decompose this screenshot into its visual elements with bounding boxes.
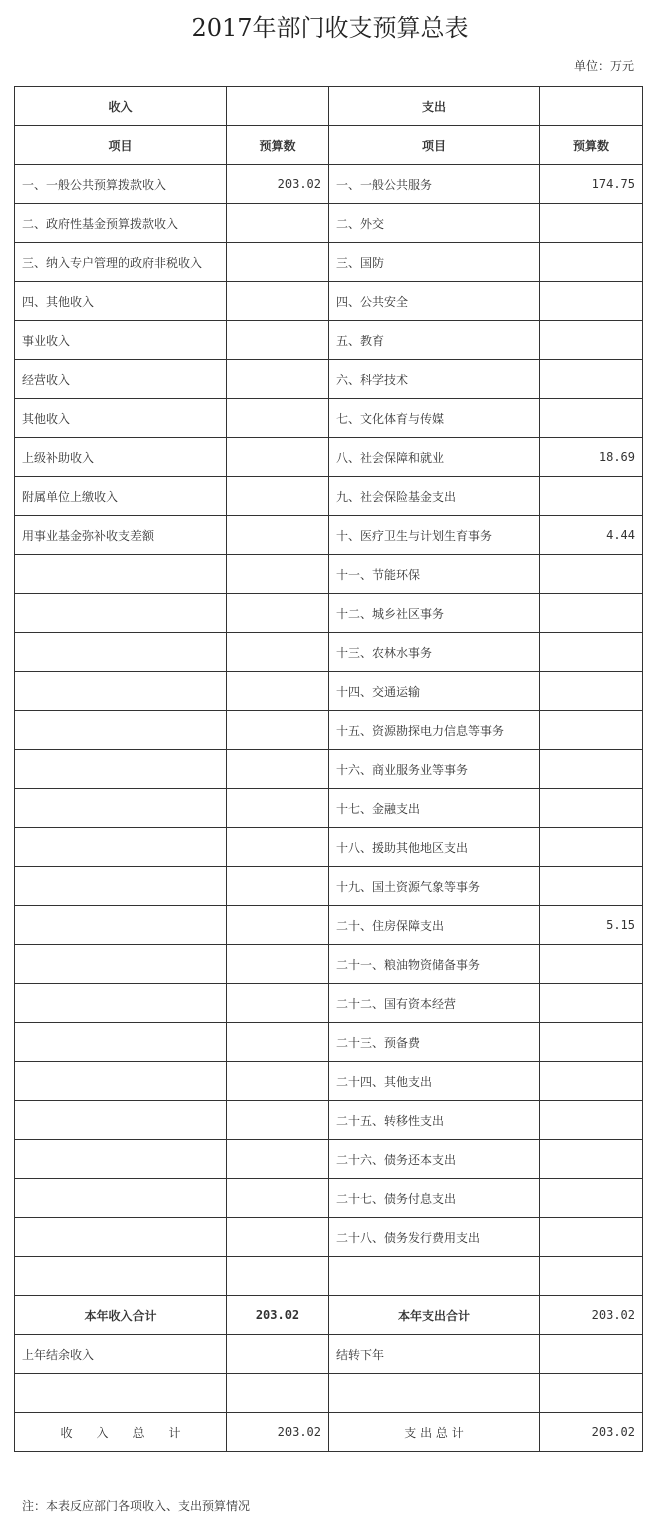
income-item <box>15 633 227 672</box>
table-row <box>15 1062 643 1101</box>
expense-budget-value <box>540 867 643 906</box>
income-budget-value <box>227 438 329 477</box>
expense-item: 十一、节能环保 <box>329 555 540 594</box>
income-budget-value <box>227 477 329 516</box>
expense-item: 十三、农林水事务 <box>329 633 540 672</box>
income-budget-value <box>227 594 329 633</box>
income-item-header: 项目 <box>15 126 227 165</box>
table-row <box>15 1257 643 1296</box>
expense-item: 二、外交 <box>329 204 540 243</box>
expense-budget-value <box>540 1257 643 1296</box>
income-item <box>15 1179 227 1218</box>
column-header-row <box>15 126 643 165</box>
table-row <box>15 321 643 360</box>
income-item: 其他收入 <box>15 399 227 438</box>
budget-table <box>14 86 643 1452</box>
empty-cell <box>540 1335 643 1374</box>
income-subtotal-value: 203.02 <box>227 1296 329 1335</box>
expense-budget-value <box>540 1179 643 1218</box>
table-row <box>15 165 643 204</box>
income-budget-value <box>227 750 329 789</box>
expense-section-header: 支出 <box>329 87 540 126</box>
expense-item-header: 项目 <box>329 126 540 165</box>
income-budget-value <box>227 516 329 555</box>
table-row <box>15 984 643 1023</box>
income-budget-value <box>227 906 329 945</box>
empty-cell <box>15 1374 227 1413</box>
income-item <box>15 555 227 594</box>
expense-budget-value <box>540 633 643 672</box>
income-grand-total-value: 203.02 <box>227 1413 329 1452</box>
table-row <box>15 1101 643 1140</box>
income-budget-value <box>227 1101 329 1140</box>
income-item: 三、纳入专户管理的政府非税收入 <box>15 243 227 282</box>
table-row <box>15 555 643 594</box>
expense-budget-value <box>540 555 643 594</box>
empty-cell <box>227 1374 329 1413</box>
table-row <box>15 672 643 711</box>
expense-subtotal-value: 203.02 <box>540 1296 643 1335</box>
expense-item: 二十六、债务还本支出 <box>329 1140 540 1179</box>
income-item <box>15 828 227 867</box>
income-budget-value <box>227 1257 329 1296</box>
expense-item: 十六、商业服务业等事务 <box>329 750 540 789</box>
expense-item: 七、文化体育与传媒 <box>329 399 540 438</box>
income-budget-value <box>227 711 329 750</box>
prior-year-balance-label: 上年结余收入 <box>15 1335 227 1374</box>
expense-budget-header: 预算数 <box>540 126 643 165</box>
income-item <box>15 906 227 945</box>
expense-budget-value <box>540 282 643 321</box>
expense-budget-value <box>540 321 643 360</box>
expense-item: 二十五、转移性支出 <box>329 1101 540 1140</box>
income-item: 一、一般公共预算拨款收入 <box>15 165 227 204</box>
expense-item: 六、科学技术 <box>329 360 540 399</box>
section-header-row <box>15 87 643 126</box>
income-item <box>15 984 227 1023</box>
income-budget-value <box>227 1140 329 1179</box>
income-item <box>15 789 227 828</box>
expense-budget-value <box>540 360 643 399</box>
table-row <box>15 438 643 477</box>
expense-item: 二十一、粮油物资储备事务 <box>329 945 540 984</box>
carryover-row <box>15 1335 643 1374</box>
table-row <box>15 204 643 243</box>
expense-item: 二十三、预备费 <box>329 1023 540 1062</box>
expense-budget-value <box>540 399 643 438</box>
blank-row <box>15 1374 643 1413</box>
expense-item: 八、社会保障和就业 <box>329 438 540 477</box>
income-budget-value <box>227 789 329 828</box>
expense-budget-value <box>540 1062 643 1101</box>
income-item: 经营收入 <box>15 360 227 399</box>
expense-item: 四、公共安全 <box>329 282 540 321</box>
income-item: 四、其他收入 <box>15 282 227 321</box>
expense-budget-value <box>540 984 643 1023</box>
expense-item: 十四、交通运输 <box>329 672 540 711</box>
income-budget-value <box>227 1179 329 1218</box>
expense-budget-value <box>540 1023 643 1062</box>
table-row <box>15 750 643 789</box>
empty-cell <box>227 87 329 126</box>
income-budget-value <box>227 555 329 594</box>
income-item: 上级补助收入 <box>15 438 227 477</box>
table-row <box>15 1023 643 1062</box>
income-item <box>15 1023 227 1062</box>
expense-budget-value <box>540 750 643 789</box>
table-row <box>15 516 643 555</box>
expense-item: 二十、住房保障支出 <box>329 906 540 945</box>
expense-budget-value <box>540 672 643 711</box>
empty-cell <box>540 1374 643 1413</box>
income-budget-value <box>227 1023 329 1062</box>
income-item <box>15 1257 227 1296</box>
income-budget-value <box>227 1218 329 1257</box>
income-item <box>15 594 227 633</box>
expense-item: 九、社会保险基金支出 <box>329 477 540 516</box>
income-budget-value <box>227 1062 329 1101</box>
table-row <box>15 828 643 867</box>
income-item: 附属单位上缴收入 <box>15 477 227 516</box>
empty-cell <box>329 1374 540 1413</box>
table-row <box>15 867 643 906</box>
income-budget-value <box>227 321 329 360</box>
table-row <box>15 1179 643 1218</box>
income-item <box>15 1101 227 1140</box>
footnote: 注：本表反应部门各项收入、支出预算情况 <box>22 1499 251 1513</box>
income-item <box>15 867 227 906</box>
table-row <box>15 1218 643 1257</box>
expense-budget-value <box>540 243 643 282</box>
table-row <box>15 711 643 750</box>
table-row <box>15 477 643 516</box>
expense-budget-value <box>540 477 643 516</box>
expense-budget-value <box>540 945 643 984</box>
expense-item: 一、一般公共服务 <box>329 165 540 204</box>
table-row <box>15 594 643 633</box>
income-grand-total-label: 收 入 总 计 <box>15 1413 227 1452</box>
expense-budget-value <box>540 828 643 867</box>
unit-label: 单位：万元 <box>573 59 634 73</box>
expense-budget-value <box>540 204 643 243</box>
expense-item: 十七、金融支出 <box>329 789 540 828</box>
table-row <box>15 906 643 945</box>
expense-item: 十、医疗卫生与计划生育事务 <box>329 516 540 555</box>
income-budget-value <box>227 399 329 438</box>
table-row <box>15 282 643 321</box>
expense-item: 十八、援助其他地区支出 <box>329 828 540 867</box>
carry-forward-label: 结转下年 <box>329 1335 540 1374</box>
income-budget-value <box>227 945 329 984</box>
income-item <box>15 672 227 711</box>
table-row <box>15 633 643 672</box>
income-item <box>15 711 227 750</box>
income-budget-value <box>227 984 329 1023</box>
expense-item: 二十七、债务付息支出 <box>329 1179 540 1218</box>
expense-budget-value: 174.75 <box>540 165 643 204</box>
income-budget-value <box>227 204 329 243</box>
income-section-header: 收入 <box>15 87 227 126</box>
income-subtotal-label: 本年收入合计 <box>15 1296 227 1335</box>
expense-budget-value: 18.69 <box>540 438 643 477</box>
grand-total-row <box>15 1413 643 1452</box>
income-item <box>15 1218 227 1257</box>
expense-item: 二十八、债务发行费用支出 <box>329 1218 540 1257</box>
income-budget-value <box>227 633 329 672</box>
income-budget-value <box>227 672 329 711</box>
table-row <box>15 789 643 828</box>
income-item: 用事业基金弥补收支差额 <box>15 516 227 555</box>
expense-grand-total-label: 支 出 总 计 <box>329 1413 540 1452</box>
expense-item: 二十四、其他支出 <box>329 1062 540 1101</box>
expense-item: 五、教育 <box>329 321 540 360</box>
expense-budget-value <box>540 1101 643 1140</box>
expense-item: 十九、国土资源气象等事务 <box>329 867 540 906</box>
income-item <box>15 750 227 789</box>
income-item: 事业收入 <box>15 321 227 360</box>
table-row <box>15 243 643 282</box>
expense-item: 十二、城乡社区事务 <box>329 594 540 633</box>
table-row <box>15 360 643 399</box>
empty-cell <box>227 1335 329 1374</box>
table-row <box>15 1140 643 1179</box>
income-item <box>15 1062 227 1101</box>
table-row <box>15 945 643 984</box>
income-budget-value <box>227 360 329 399</box>
expense-budget-value <box>540 594 643 633</box>
income-item: 二、政府性基金预算拨款收入 <box>15 204 227 243</box>
empty-cell <box>540 87 643 126</box>
expense-budget-value <box>540 1218 643 1257</box>
expense-subtotal-label: 本年支出合计 <box>329 1296 540 1335</box>
income-budget-value <box>227 243 329 282</box>
expense-item <box>329 1257 540 1296</box>
income-budget-value <box>227 828 329 867</box>
income-budget-header: 预算数 <box>227 126 329 165</box>
subtotal-row <box>15 1296 643 1335</box>
expense-item: 十五、资源勘探电力信息等事务 <box>329 711 540 750</box>
expense-grand-total-value: 203.02 <box>540 1413 643 1452</box>
expense-budget-value <box>540 789 643 828</box>
table-row <box>15 399 643 438</box>
income-budget-value: 203.02 <box>227 165 329 204</box>
expense-budget-value: 4.44 <box>540 516 643 555</box>
expense-budget-value: 5.15 <box>540 906 643 945</box>
expense-budget-value <box>540 711 643 750</box>
income-item <box>15 1140 227 1179</box>
expense-item: 二十二、国有资本经营 <box>329 984 540 1023</box>
page-title: 2017年部门收支预算总表 <box>191 14 469 42</box>
expense-item: 三、国防 <box>329 243 540 282</box>
expense-budget-value <box>540 1140 643 1179</box>
income-budget-value <box>227 867 329 906</box>
income-budget-value <box>227 282 329 321</box>
income-item <box>15 945 227 984</box>
